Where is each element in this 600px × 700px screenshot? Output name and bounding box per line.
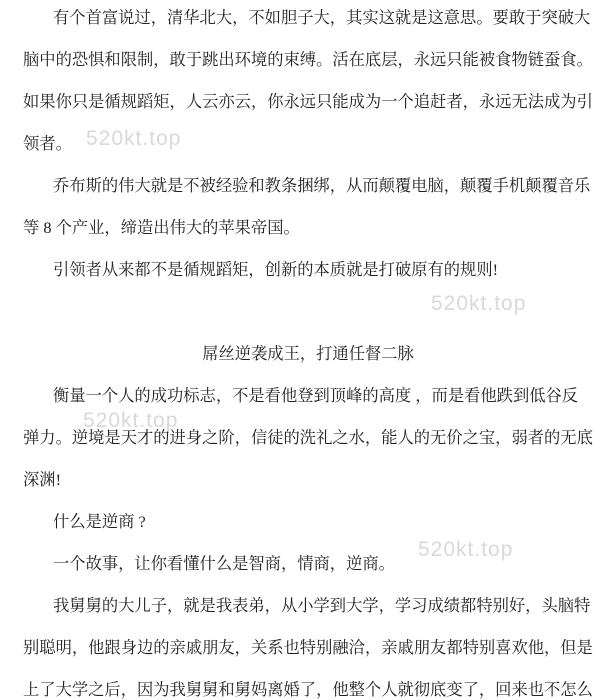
text-line: 等 8 个产业，缔造出伟大的苹果帝国。	[23, 218, 300, 237]
text-line: 脑中的恐惧和限制，敢于跳出环境的束缚。活在底层，永远只能被食物链蚕食。	[23, 50, 593, 69]
text-line: 别聪明，他跟身边的亲戚朋友，关系也特别融洽，亲戚朋友都特别喜欢他，但是	[23, 638, 593, 657]
watermark-text: 520kt.top	[83, 409, 179, 432]
text-line: 如果你只是循规蹈矩，人云亦云，你永远只能成为一个追赶者，永远无法成为引	[23, 92, 593, 111]
watermark-text: 520kt.top	[431, 292, 527, 315]
blank-line	[23, 291, 593, 333]
section-heading: 屌丝逆袭成王，打通任督二脉	[202, 344, 414, 363]
text-line: 乔布斯的伟大就是不被经验和教条捆绑，从而颠覆电脑，颠覆手机颠覆音乐	[53, 176, 591, 195]
text-line: 弹力。逆境是天才的进身之阶，信徒的洗礼之水，能人的无价之宝，弱者的无底	[23, 428, 593, 447]
text-line: 有个首富说过，清华北大，不如胆子大，其实这就是这意思。要敢于突破大	[53, 8, 591, 27]
text-line: 深渊!	[23, 470, 61, 489]
text-line: 上了大学之后，因为我舅舅和舅妈离婚了，他整个人就彻底变了，回来也不怎么	[23, 680, 593, 699]
text-line: 一个故事，让你看懂什么是智商，情商，逆商。	[53, 554, 395, 573]
text-line: 引领者从来都不是循规蹈矩，创新的本质就是打破原有的规则!	[53, 260, 499, 279]
watermark-text: 520kt.top	[418, 538, 514, 561]
text-line: 什么是逆商 ?	[53, 512, 146, 531]
text-line: 衡量一个人的成功标志，不是看他登到顶峰的高度 ，而是看他跌到低谷反	[53, 386, 579, 405]
watermark-text: 520kt.top	[86, 127, 182, 150]
text-line: 领者。	[23, 134, 72, 153]
text-line: 我舅舅的大儿子，就是我表弟，从小学到大学，学习成绩都特别好，头脑特	[53, 596, 591, 615]
